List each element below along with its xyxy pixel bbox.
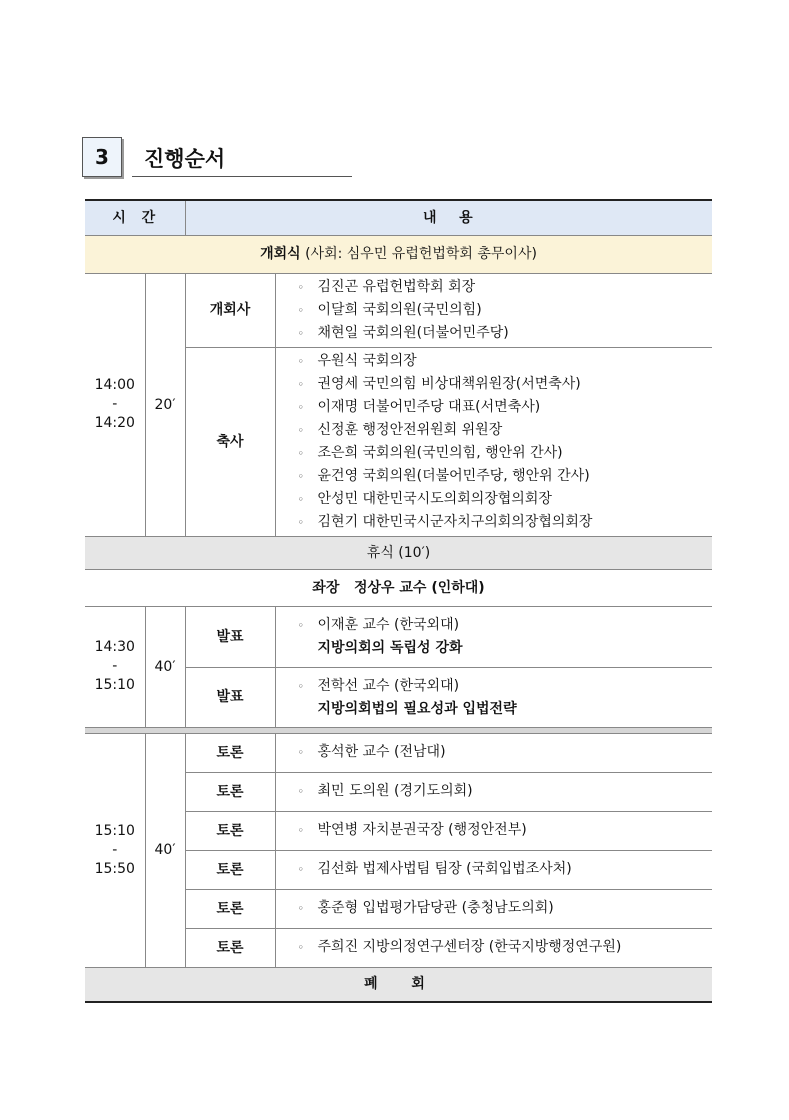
opening-title: 개회식 [260,246,301,262]
bullet-icon: ◦ [297,377,305,391]
section-title: 진행순서 [144,147,226,171]
list-item: ◦ 이달희 국회의원(국민의힘) [298,299,713,322]
bullet-icon: ◦ [297,941,305,954]
time-start: 15:10 [94,822,135,839]
list-item: ◦ 김현기 대한민국시군자치구의회의장협의회장 [298,511,713,534]
bullet-icon: ◦ [297,863,305,876]
opening-ceremony-row [85,235,712,273]
break-row [85,536,712,569]
presentation-detail [275,667,712,727]
role-discussion: 토론 [185,850,275,889]
list-item: ◦ 신정훈 행정안전위원회 위원장 [298,419,713,442]
duration-cell: 40′ [145,733,185,967]
time-dash: - [112,396,118,412]
bullet-icon: ◦ [297,303,305,317]
time-cell-block2 [85,606,145,727]
time-cell-block1 [85,273,145,536]
bullet-icon: ◦ [297,280,305,294]
presentation-detail [275,606,712,667]
time-end: 15:10 [94,677,135,693]
header-row [85,200,712,235]
opening-ceremony-cell [85,235,712,273]
presentation-row [85,606,712,667]
chair-cell: 좌장 정상우 교수 (인하대) [85,569,712,606]
header-time: 시 간 [85,200,185,235]
discussant: ◦ 김선화 법제사법팀 팀장 (국회입법조사처) [275,850,712,889]
discussion-row [85,733,712,772]
list-item: ◦ 채현일 국회의원(더불어민주당) [298,322,713,345]
list-item: ◦ 이재명 더불어민주당 대표(서면축사) [298,396,713,419]
time-dash: - [112,841,118,858]
role-opening-address: 개회사 [185,273,275,347]
duration-cell: 20′ [145,273,185,536]
program-table [85,199,712,1003]
list-item: ◦ 조은희 국회의원(국민의힘, 행안위 간사) [298,442,713,465]
role-presentation: 발표 [185,606,275,667]
bullet-icon: ◦ [297,446,305,460]
role-congrats: 축사 [185,347,275,536]
opening-host: (사회: 심우민 유럽헌법학회 총무이사) [305,246,537,262]
closing-row [85,967,712,1002]
bullet-icon: ◦ [297,423,305,437]
time-start: 14:30 [94,639,135,655]
list-item: ◦ 권영세 국민의힘 비상대책위원장(서면축사) [298,373,713,396]
time-start: 14:00 [94,377,135,393]
presentation-title: 지방의회의 독립성 강화 [317,640,463,656]
section-number-box: 3 [82,137,122,177]
list-item: ◦ 윤건영 국회의원(더불어민주당, 행안위 간사) [298,465,713,488]
presentation-title: 지방의회법의 필요성과 입법전략 [317,700,517,717]
list-item: ◦ 김진곤 유럽헌법학회 회장 [298,276,713,299]
discussant: ◦ 박연병 자치분권국장 (행정안전부) [275,811,712,850]
bullet-icon: ◦ [297,679,305,693]
duration-cell: 40′ [145,606,185,727]
chair-row [85,569,712,606]
bullet-icon: ◦ [297,492,305,506]
discussant: ◦ 최민 도의원 (경기도의회) [275,772,712,811]
time-cell-block3 [85,733,145,967]
role-discussion: 토론 [185,928,275,967]
role-discussion: 토론 [185,733,275,772]
bullet-icon: ◦ [297,824,305,837]
header-content: 내 용 [185,200,712,235]
speaker: ◦ 전학선 교수 (한국외대) [298,675,713,698]
bullet-icon: ◦ [297,354,305,368]
bullet-icon: ◦ [297,469,305,483]
list-item: ◦ 안성민 대한민국시도의회의장협의회장 [298,488,713,511]
role-discussion: 토론 [185,772,275,811]
closing-cell: 폐 회 [85,967,712,1002]
congrats-list [275,347,712,536]
bullet-icon: ◦ [297,619,305,632]
time-end: 14:20 [94,415,135,431]
speaker: ◦ 이재훈 교수 (한국외대) [298,614,713,637]
opening-address-list [275,273,712,347]
section-underline [132,176,352,177]
bullet-icon: ◦ [297,326,305,340]
bullet-icon: ◦ [297,746,305,759]
time-dash: - [112,658,118,674]
discussant: ◦ 홍석한 교수 (전남대) [275,733,712,772]
discussant: ◦ 홍준형 입법평가담당관 (충청남도의회) [275,889,712,928]
bullet-icon: ◦ [297,515,305,529]
role-discussion: 토론 [185,889,275,928]
list-item: ◦ 우원식 국회의장 [298,350,713,373]
time-end: 15:50 [94,860,135,877]
discussant: ◦ 주희진 지방의정연구센터장 (한국지방행정연구원) [275,928,712,967]
opening-address-row [85,273,712,347]
bullet-icon: ◦ [297,400,305,414]
bullet-icon: ◦ [297,902,305,915]
break-cell: 휴식 (10′) [85,536,712,569]
role-presentation: 발표 [185,667,275,727]
bullet-icon: ◦ [297,785,305,798]
role-discussion: 토론 [185,811,275,850]
